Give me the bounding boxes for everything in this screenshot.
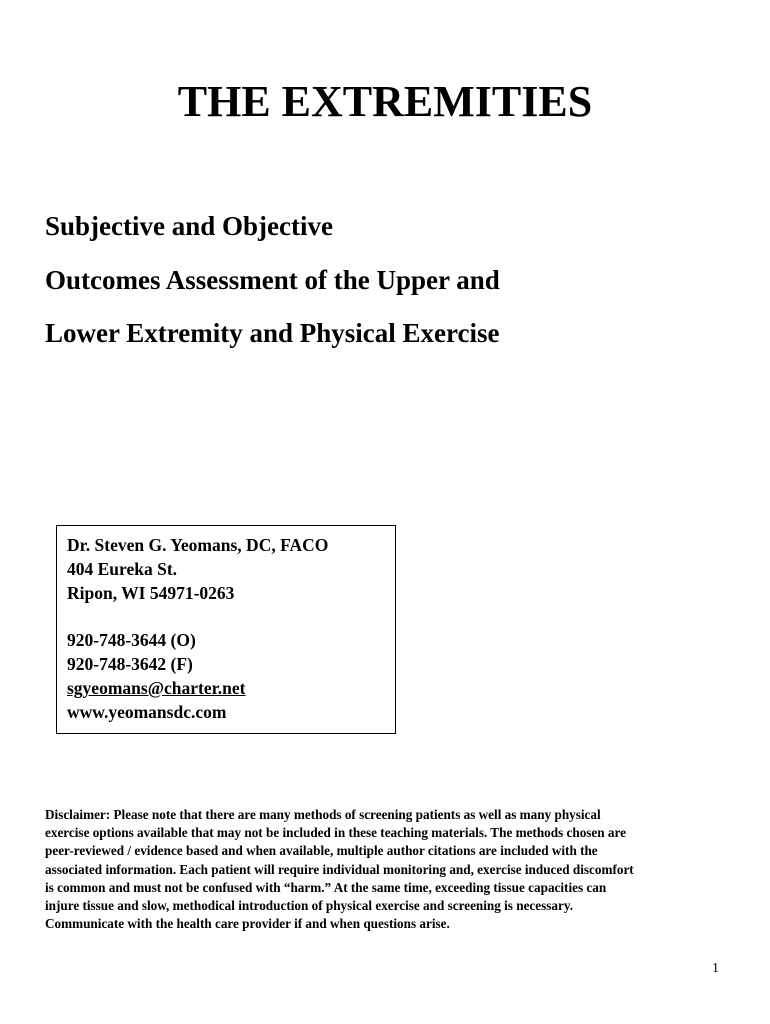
street-address: 404 Eureka St. — [67, 559, 178, 579]
office-phone: 920-748-3644 (O) — [67, 630, 196, 650]
disclaimer-paragraph — [45, 806, 735, 933]
website-text: www.yeomansdc.com — [67, 702, 227, 722]
disclaimer-line-3: peer-reviewed / evidence based and when available, multiple author citations are included with the — [45, 843, 598, 859]
contact-info-box — [56, 525, 396, 734]
disclaimer-line-6: injure tissue and slow, methodical introduction of physical exercise and screening is necessary. — [45, 898, 574, 914]
email-link[interactable]: sgyeomans@charter.net — [67, 678, 246, 698]
disclaimer-line-7: Communicate with the health care provider if and when questions arise. — [45, 916, 450, 932]
subtitle-line-3: Lower Extremity and Physical Exercise — [45, 318, 500, 348]
city-state-zip: Ripon, WI 54971-0263 — [67, 583, 235, 603]
page-number: 1 — [712, 961, 719, 976]
disclaimer-line-1: Disclaimer: Please note that there are many methods of screening patients as well as many physical — [45, 807, 601, 822]
subtitle-line-1: Subjective and Objective — [45, 211, 333, 241]
author-name: Dr. Steven G. Yeomans, DC, FACO — [67, 535, 329, 555]
contact-spacer — [67, 605, 395, 628]
fax-phone: 920-748-3642 (F) — [67, 654, 193, 674]
subtitle-line-2: Outcomes Assessment of the Upper and — [45, 265, 500, 295]
disclaimer-line-5: is common and must not be confused with “harm.” At the same time, exceeding tissue capacities can — [45, 879, 607, 895]
document-title: THE EXTREMITIES — [177, 77, 593, 126]
disclaimer-line-4: associated information. Each patient will require individual monitoring and, exercise induced discomfort — [45, 861, 634, 877]
disclaimer-line-2: exercise options available that may not be included in these teaching materials. The methods chosen are — [45, 825, 626, 841]
